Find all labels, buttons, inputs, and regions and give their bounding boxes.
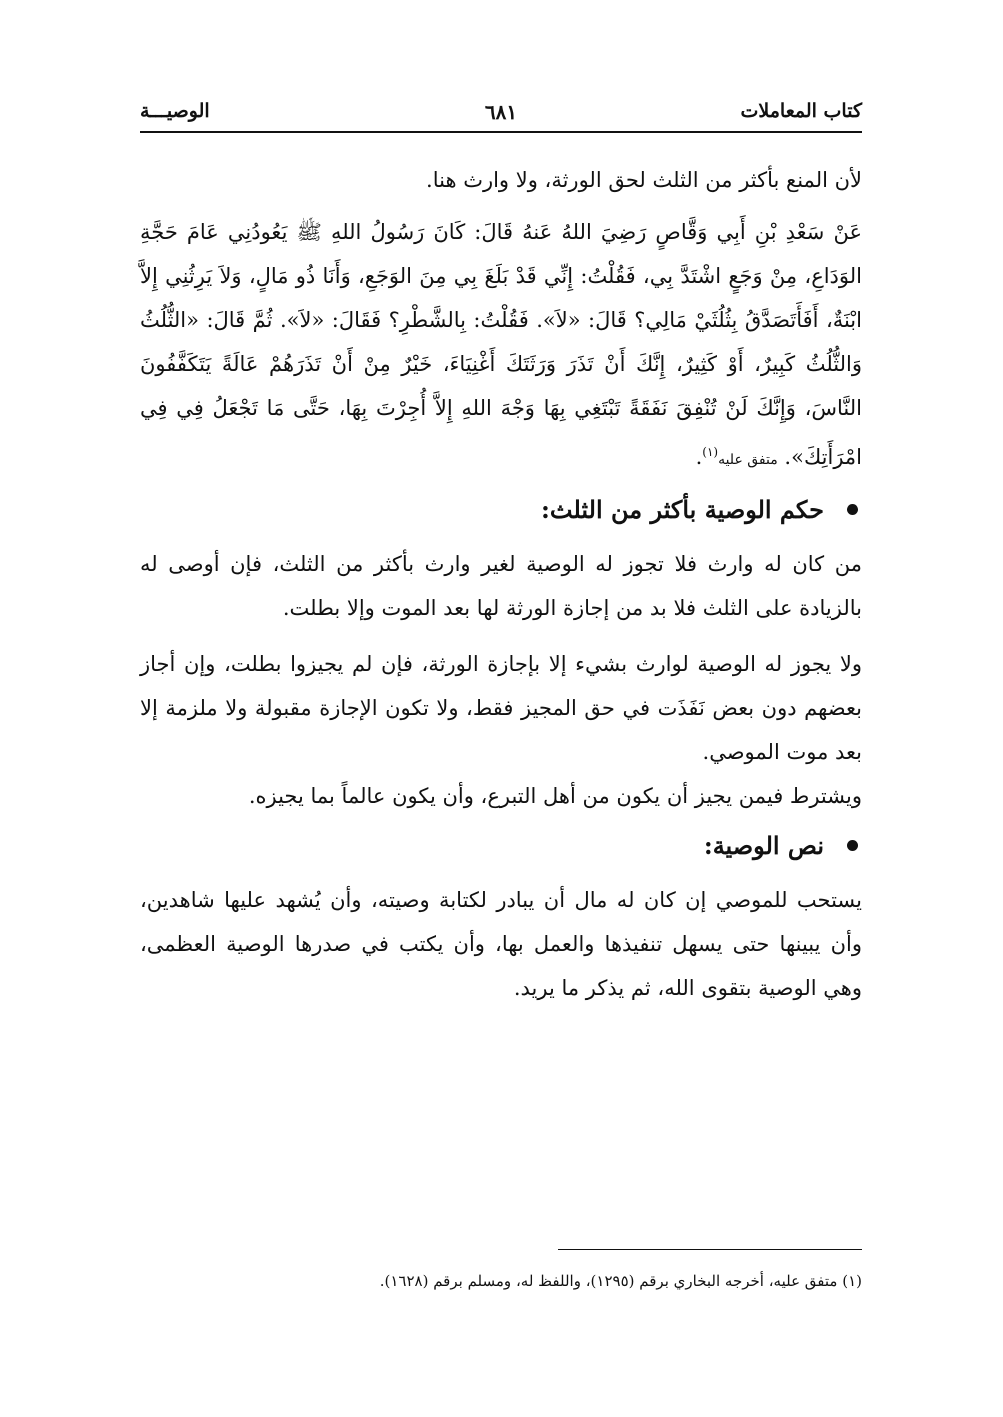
page-number: ٦٨١ <box>484 100 518 124</box>
section-heading-will-text <box>140 824 862 868</box>
bullet-icon <box>847 504 858 515</box>
footnote: (١) متفق عليه، أخرجه البخاري برقم (١٢٩٥)، واللفظ له، ومسلم برقم (١٦٢٨). <box>379 1272 862 1290</box>
footnote-separator <box>558 1249 862 1250</box>
heading-text: حكم الوصية بأكثر من الثلث: <box>541 495 824 524</box>
running-header <box>140 96 862 130</box>
main-content <box>140 158 862 1010</box>
intro-paragraph: لأن المنع بأكثر من الثلث لحق الورثة، ولا وارث هنا. <box>426 168 862 192</box>
footnote-ref[interactable]: (١) <box>702 445 719 459</box>
hadith-text: عَنْ سَعْدِ بْنِ أَبِي وَقَّاصٍ رَضِيَ اللهُ عَنهُ قَالَ: كَانَ رَسُولُ اللهِ ﷺ يَعُودُنِي عَامَ حَجَّةِ الوَدَاعِ، مِنْ وَجَعٍ اشْتَدَّ بِي، فَقُلْتُ: إِنِّي قَدْ بَلَغَ بِي مِنَ الوَجَعِ، وَأَنَا ذُو مَالٍ، وَلاَ يَرِثُنِي إِلاَّ ابْنَةٌ، أَفَأَتَصَدَّقُ بِثُلُثَيْ مَالِي؟ قَالَ: «لاَ». فَقُلْتُ: بِالشَّطْرِ؟ فَقَالَ: «لاَ». ثُمَّ قَالَ: «الثُّلُثُ وَالثُّلُثُ كَبِيرٌ، أَوْ كَثِيرٌ، إِنَّكَ أَنْ تَذَرَ وَرَثَتَكَ أَغْنِيَاءَ، خَيْرٌ مِنْ أَنْ تَذَرَهُمْ عَالَةً يَتَكَفَّفُونَ النَّاسَ، وَإِنَّكَ لَنْ تُنْفِقَ نَفَقَةً تَبْتَغِي بِهَا وَجْهَ اللهِ إِلاَّ أُجِرْتَ بِهَا، حَتَّى مَا تَجْعَلُ فِي فِي امْرَأَتِكَ». <box>140 220 862 469</box>
bullet-icon <box>847 840 858 851</box>
section-heading-excess-will <box>140 488 862 532</box>
paragraph-1: من كان له وارث فلا تجوز له الوصية لغير وارث بأكثر من الثلث، فإن أوصى له بالزيادة على الثلث فلا بد من إجازة الورثة لها بعد الموت وإلا بطلت. <box>140 552 862 620</box>
paragraph-2: ولا يجوز له الوصية لوارث بشيء إلا بإجازة الورثة، فإن لم يجيزوا بطلت، وإن أجاز بعضهم دون بعض نَفَذَت في حق المجيز فقط، ولا تكون الإجازة مقبولة ولا ملزمة إلا بعد موت الموصي. <box>140 652 862 764</box>
paragraph-3: ويشترط فيمن يجيز أن يكون من أهل التبرع، وأن يكون عالماً بما يجيزه. <box>248 784 862 808</box>
book-title: كتاب المعاملات <box>740 100 862 122</box>
paragraph-4: يستحب للموصي إن كان له مال أن يبادر لكتابة وصيته، وأن يُشهد عليها شاهدين، وأن يبينها حتى يسهل تنفيذها والعمل بها، وأن يكتب في صدرها الوصية العظمى، وهي الوصية بتقوى الله، ثم يذكر ما يريد. <box>140 888 862 1000</box>
chapter-title: الوصيـــة <box>140 100 210 122</box>
heading-text: نص الوصية: <box>703 831 824 860</box>
header-rule <box>140 131 862 133</box>
hadith-source: متفق عليه <box>718 452 778 468</box>
hadith-paragraph: عَنْ سَعْدِ بْنِ أَبِي وَقَّاصٍ رَضِيَ اللهُ عَنهُ قَالَ: كَانَ رَسُولُ اللهِ ﷺ يَعُودُنِي عَامَ حَجَّةِ الوَدَاعِ، مِنْ وَجَعٍ اشْتَدَّ بِي، فَقُلْتُ: إِنِّي قَدْ بَلَغَ بِي مِنَ الوَجَعِ، وَأَنَا ذُو مَالٍ، وَلاَ يَرِثُنِي إِلاَّ ابْنَةٌ، أَفَأَتَصَدَّقُ بِثُلُثَيْ مَالِي؟ قَالَ: «لاَ». فَقُلْتُ: بِالشَّطْرِ؟ فَقَالَ: «لاَ». ثُمَّ قَالَ: «الثُّلُثُ وَالثُّلُثُ كَبِيرٌ، أَوْ كَثِيرٌ، إِنَّكَ أَنْ تَذَرَ وَرَثَتَكَ أَغْنِيَاءَ، خَيْرٌ مِنْ أَنْ تَذَرَهُمْ عَالَةً يَتَكَفَّفُونَ النَّاسَ، وَإِنَّكَ لَنْ تُنْفِقَ نَفَقَةً تَبْتَغِي بِهَا وَجْهَ اللهِ إِلاَّ أُجِرْتَ بِهَا، حَتَّى مَا تَجْعَلُ فِي فِي امْرَأَتِكَ». متفق عليه$^{(١)}$. <box>140 220 862 469</box>
